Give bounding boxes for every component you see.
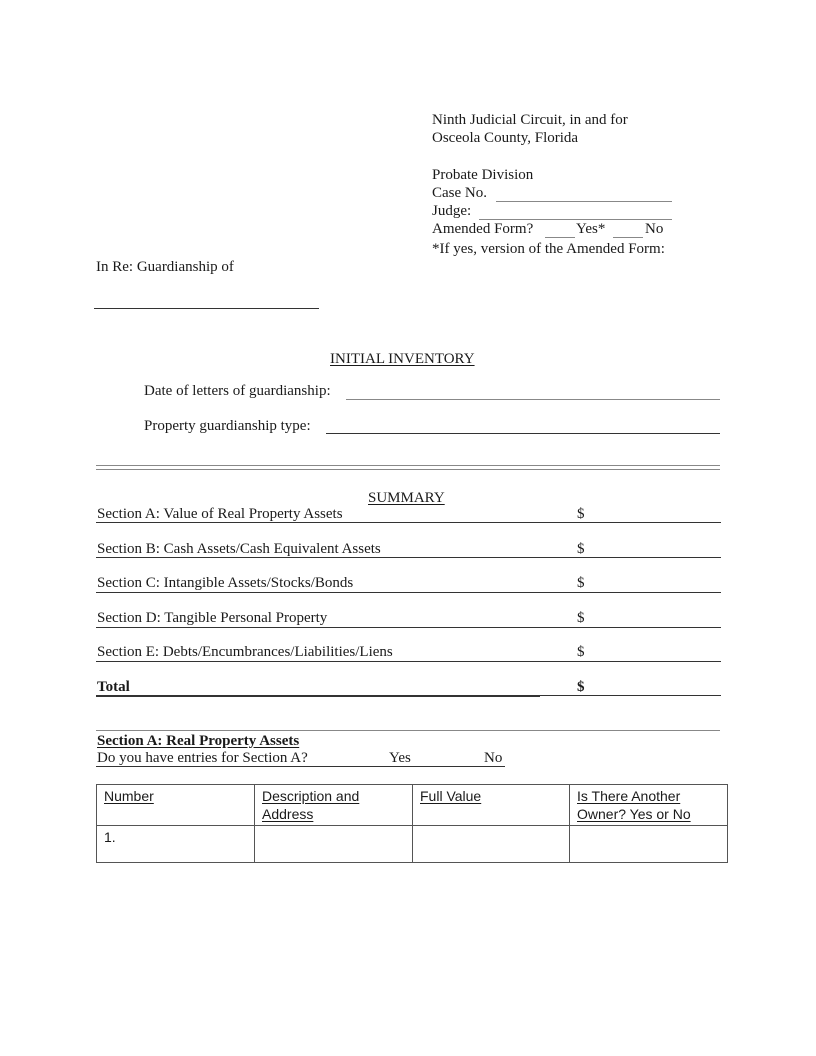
property-type-label: Property guardianship type:	[144, 418, 311, 434]
full-value-cell[interactable]	[413, 826, 570, 863]
section-divider-bottom	[96, 469, 720, 470]
section-a-yes-option[interactable]: Yes	[389, 750, 411, 766]
summary-row-amount-field[interactable]	[96, 592, 721, 593]
summary-total-currency: $	[577, 679, 585, 695]
summary-row-amount-field[interactable]	[96, 627, 721, 628]
summary-row-amount-field[interactable]	[96, 661, 721, 662]
in-re-caption: In Re: Guardianship of	[96, 259, 234, 275]
amended-no-blank[interactable]	[613, 237, 643, 238]
summary-row-currency: $	[577, 541, 585, 557]
amended-version-label: *If yes, version of the Amended Form:	[432, 241, 665, 257]
column-header-number: Number	[97, 785, 255, 826]
property-type-field[interactable]	[326, 433, 720, 434]
summary-row-label: Section A: Value of Real Property Assets	[97, 506, 343, 522]
summary-row-currency: $	[577, 610, 585, 626]
amended-no-label: No	[645, 221, 664, 237]
column-header-description: Description and Address	[255, 785, 413, 826]
table-row	[97, 826, 728, 863]
summary-row-currency: $	[577, 506, 585, 522]
section-a-question-underline	[96, 766, 505, 767]
summary-row-amount-field[interactable]	[96, 522, 721, 523]
table-header-row	[97, 785, 728, 826]
section-a-no-option: No	[484, 750, 503, 766]
amended-form-label: Amended Form?	[432, 221, 534, 237]
section-a-question: Do you have entries for Section A?	[97, 750, 308, 766]
summary-row-label: Section C: Intangible Assets/Stocks/Bonds	[97, 575, 354, 591]
summary-row-amount-field[interactable]	[96, 557, 721, 558]
court-name-line-2: Osceola County, Florida	[432, 130, 579, 146]
court-name-line-1: Ninth Judicial Circuit, in and for	[432, 112, 628, 128]
document-title: INITIAL INVENTORY	[330, 351, 475, 367]
description-cell[interactable]	[255, 826, 413, 863]
letters-date-label: Date of letters of guardianship:	[144, 383, 331, 399]
section-a-divider	[96, 730, 720, 731]
real-property-table	[96, 784, 728, 863]
summary-row-currency: $	[577, 644, 585, 660]
ward-name-field[interactable]	[94, 308, 319, 309]
summary-total-label: Total	[97, 679, 130, 695]
summary-row-label: Section E: Debts/Encumbrances/Liabilities/Liens	[97, 644, 393, 660]
section-a-heading: Section A: Real Property Assets	[97, 733, 300, 749]
other-owner-cell[interactable]	[570, 826, 728, 863]
amended-yes-label: Yes*	[576, 221, 606, 237]
letters-date-field[interactable]	[346, 399, 720, 400]
section-divider-top	[96, 465, 720, 466]
case-number-field[interactable]	[496, 201, 672, 202]
judge-label: Judge:	[432, 203, 472, 219]
summary-heading: SUMMARY	[368, 490, 445, 506]
summary-total-amount-field[interactable]	[540, 695, 721, 696]
summary-total-rule	[96, 695, 540, 697]
summary-row-currency: $	[577, 575, 585, 591]
column-header-full-value: Full Value	[413, 785, 570, 826]
summary-row-label: Section D: Tangible Personal Property	[97, 610, 328, 626]
case-number-label: Case No.	[432, 185, 487, 201]
summary-row-label: Section B: Cash Assets/Cash Equivalent Assets	[97, 541, 381, 557]
column-header-other-owner: Is There Another Owner? Yes or No	[570, 785, 728, 826]
division-label: Probate Division	[432, 167, 534, 183]
amended-yes-blank[interactable]	[545, 237, 575, 238]
row-number-cell: 1.	[97, 826, 255, 863]
